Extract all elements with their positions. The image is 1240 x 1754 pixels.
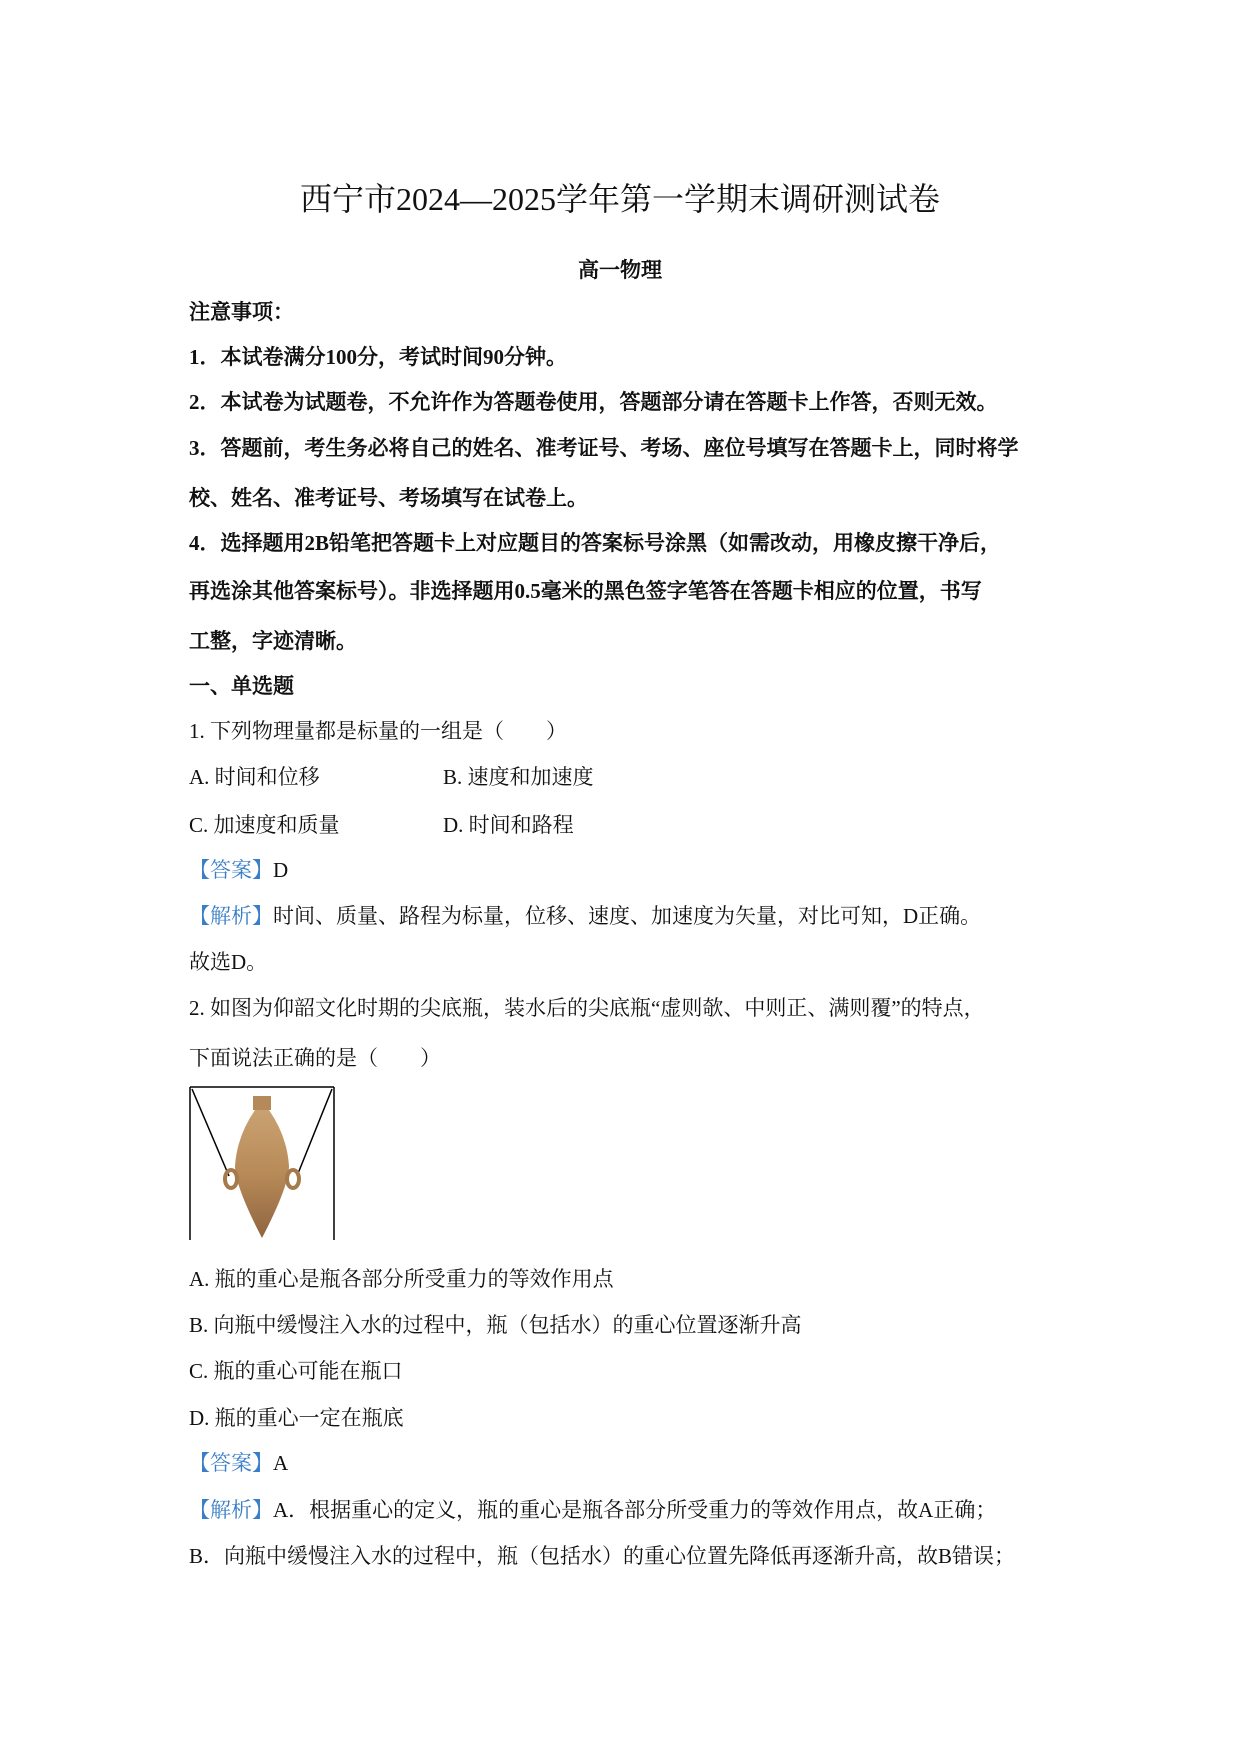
analysis-tag: 【解析】 xyxy=(189,904,273,928)
q2-stem-cont: 下面说法正确的是（ ） xyxy=(189,1046,441,1070)
answer-tag: 【答案】 xyxy=(189,1451,273,1475)
answer-value: A xyxy=(273,1451,289,1475)
analysis-tag: 【解析】 xyxy=(189,1498,273,1522)
q2-stem: 2. 如图为仰韶文化时期的尖底瓶，装水后的尖底瓶“虚则欹、中则正、满则覆”的特点， xyxy=(189,996,985,1020)
q2-analysis-cont: B．向瓶中缓慢注入水的过程中，瓶（包括水）的重心位置先降低再逐渐升高，故B错误； xyxy=(189,1544,1016,1568)
q1-option-a: A. 时间和位移 xyxy=(189,765,320,789)
notice-item: 1．本试卷满分100分，考试时间90分钟。 xyxy=(189,345,567,369)
page-title: 西宁市2024—2025学年第一学期末调研测试卷 xyxy=(299,181,940,217)
q2-option-d: D. 瓶的重心一定在瓶底 xyxy=(189,1406,404,1430)
q1-answer xyxy=(189,857,288,883)
q2-option-c: C. 瓶的重心可能在瓶口 xyxy=(189,1359,403,1383)
q2-answer xyxy=(189,1450,288,1476)
section-heading: 一、单选题 xyxy=(189,674,294,698)
notice-item: 3．答题前，考生务必将自己的姓名、准考证号、考场、座位号填写在答题卡上，同时将学 xyxy=(189,436,1019,460)
notice-item: 4．选择题用2B铅笔把答题卡上对应题目的答案标号涂黑（如需改动，用橡皮擦干净后， xyxy=(189,531,1002,555)
pointed-bottle-figure xyxy=(189,1086,335,1240)
notice-item: 校、姓名、准考证号、考场填写在试卷上。 xyxy=(189,486,588,510)
subject-title: 高一物理 xyxy=(578,258,662,282)
q1-stem: 1. 下列物理量都是标量的一组是（ ） xyxy=(189,719,567,743)
q1-option-d: D. 时间和路程 xyxy=(443,813,574,837)
q2-analysis xyxy=(189,1497,996,1523)
q1-option-b: B. 速度和加速度 xyxy=(443,765,594,789)
answer-value: D xyxy=(273,858,289,882)
analysis-text: A．根据重心的定义，瓶的重心是瓶各部分所受重力的等效作用点，故A正确； xyxy=(273,1498,997,1522)
notice-heading: 注意事项： xyxy=(189,300,294,324)
notice-item: 2．本试卷为试题卷，不允许作为答题卷使用，答题部分请在答题卡上作答，否则无效。 xyxy=(189,390,998,414)
q1-option-c: C. 加速度和质量 xyxy=(189,813,340,837)
q1-analysis xyxy=(189,903,981,929)
notice-item: 工整，字迹清晰。 xyxy=(189,629,357,653)
analysis-text: 时间、质量、路程为标量，位移、速度、加速度为矢量，对比可知，D正确。 xyxy=(273,904,982,928)
q2-option-b: B. 向瓶中缓慢注入水的过程中，瓶（包括水）的重心位置逐渐升高 xyxy=(189,1313,802,1337)
q2-option-a: A. 瓶的重心是瓶各部分所受重力的等效作用点 xyxy=(189,1267,614,1291)
notice-item: 再选涂其他答案标号）。非选择题用0.5毫米的黑色签字笔答在答题卡相应的位置，书写 xyxy=(189,579,982,603)
answer-tag: 【答案】 xyxy=(189,858,273,882)
q1-conclusion: 故选D。 xyxy=(189,950,268,974)
